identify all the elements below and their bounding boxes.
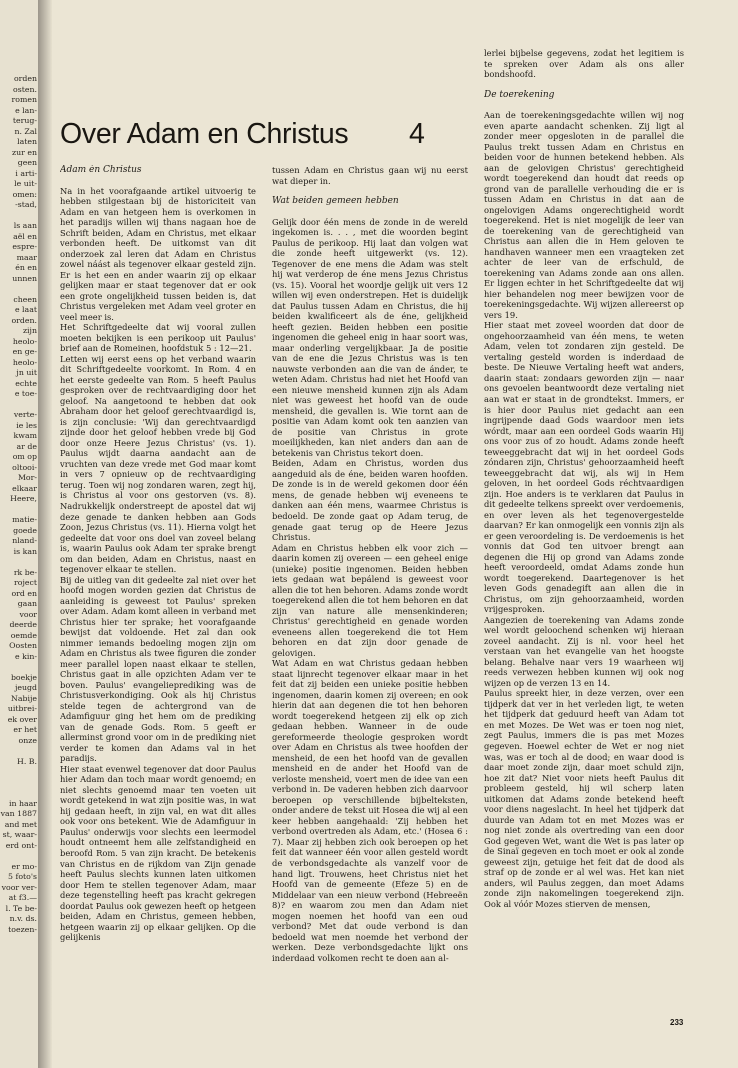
left-page-text-fragment: er het — [13, 725, 37, 734]
left-page-text-fragment: zijn — [22, 326, 37, 335]
left-page-text-fragment: e kin- — [15, 651, 37, 661]
left-page-text-fragment: e lan- — [15, 105, 37, 115]
article-title: Over Adam en Christus — [60, 118, 349, 150]
left-page-text-fragment: deerde — [9, 620, 37, 629]
paragraph: tussen Adam en Christus gaan wij nu eerst wat dieper in. — [272, 165, 468, 186]
left-page-text-fragment: Oosten — [9, 641, 37, 650]
paragraph: Na in het voorafgaande artikel uitvoerig te hebben stilgestaan bij de historiciteit van Adam en van hetgeen hem is overkomen in het paradijs willen wij thans nagaan hoe de Schrift beiden, Adam en Christus, met elkaar verbonden heeft. De uitkomst van dit onderzoek zal leren dat Adam en Christus zowel náást als tegenover elkaar gesteld zijn. Er is het een en ander waarin zij op elkaar gelijken maar er staat tegenover dat er ook een grote ongelijkheid tussen beiden is, dat Christus vergeleken met Adam veel groter en veel meer is. — [60, 185, 256, 322]
left-page-text-fragment: nland- — [12, 536, 37, 545]
left-page-text-fragment: -stad, — [15, 200, 37, 209]
article-part-number: 4 — [409, 118, 425, 150]
left-page-text-fragment: cheen — [13, 294, 37, 304]
left-page-text-fragment: maar — [16, 252, 37, 262]
text-column-1 — [60, 165, 256, 1025]
left-page-text-fragment: verte- — [13, 410, 37, 419]
left-page-text-fragment: Heere, — [10, 494, 37, 503]
paragraph: Adam en Christus hebben elk voor zich — daarin komen zij overeen — een geheel enige (unieke) positie ingenomen. Beiden hebben iets gedaan wat bepálend is geweest voor allen die tot hen behoren. Adams zonde wordt toegerekend allen die tot hem behoren en dat zijn van nature alle mensenkinderen; Christus' gerechtigheid en genade worden eveneens allen toegerekend die tot Hem behoren en dat zijn door genade de gelovigen. — [272, 542, 468, 658]
left-page-text-fragment: kwam — [13, 431, 37, 440]
left-page-text-fragment: ie les — [16, 420, 37, 430]
book-spine-shadow — [38, 0, 52, 1068]
left-page-text-fragment: er mo- — [11, 861, 37, 871]
section-heading: Wat beiden gemeen hebben — [272, 196, 399, 207]
page-number: 233 — [670, 1018, 684, 1027]
left-page-text-fragment: i arti- — [15, 168, 37, 178]
article-subtitle: Adam èn Christus — [60, 165, 142, 175]
left-page-text-fragment: elkaar — [12, 483, 37, 493]
section-heading: De toerekening — [484, 89, 555, 100]
left-page-text-fragment: roject — [14, 578, 37, 587]
left-page-text-fragment: voor ver- — [1, 882, 37, 892]
left-page-text-fragment: gaan — [17, 599, 37, 608]
paragraph: Bij de uitleg van dit gedeelte zal niet over het hoofd mogen worden gezien dat Christus de aanleiding is geweest tot Paulus' spreken over Adam. Adam komt alleen in verband met Christus hier ter sprake; het voorafgaande bewijst dat voldoende. Het zal dan ook nimmer iemands bedoeling mogen zijn om Adam en Christus als twee figuren die zonder meer parallel lopen naast elkaar te stellen, Christus gaat in alle opzichten Adam ver te boven. Paulus' evangelieprediking was de Christusverkondiging. Ook als hij Christus stelde tegen de achtergrond van de Adamfiguur ging het hem om de prediking van de genade Gods. Rom. 5 geeft er allerminst grond voor om in de prediking niet verder te komen dan Adams val in het paradijs. — [60, 574, 256, 764]
left-page-text-fragment: and met — [4, 819, 37, 829]
left-page-text-fragment: heolo- — [12, 357, 37, 367]
left-page-text-fragment: voor — [19, 609, 37, 619]
left-page-text-fragment: uitbrei- — [7, 704, 37, 713]
left-page-text-fragment: unnen — [12, 273, 37, 283]
left-page-text-fragment: matie- — [12, 515, 37, 524]
paragraph: lerlei bijbelse gegevens, zodat het legitiem is te spreken over Adam als ons aller bondshoofd. — [484, 48, 684, 80]
left-page-text-fragment: 5 foto's — [8, 872, 37, 881]
paragraph: Wat Adam en wat Christus gedaan hebben staat lijnrecht tegenover elkaar maar in het feit dat zij beiden een unieke positie hebben ingenomen, daarin komen zij overeen; en ook hierin dat aan degenen die tot hen behoren wordt toegerekend hetgeen zij elk op zich gedaan hebben. Wanneer in de oude gereformeerde theologie gesproken wordt over Adam en Christus als twee hoofden der mensheid, de een het hoofd van de gevallen mensheid en de ander het Hoofd van de verloste mensheid, voert men de idee van een verbond in. De vaderen hebben zich daarvoor beroepen op verschillende bijbelteksten, onder andere de tekst uit Hosea die wij al een keer hebben aangehaald: 'Zij hebben het verbond overtreden als Adam, etc.' (Hosea 6 : 7). Maar zij hebben zich ook beroepen op het feit dat wanneer één voor allen gesteld wordt de verbondsgedachte als vanzelf voor de hand ligt. Trouwens, heet Christus niet het Hoofd van de gemeente (Efeze 5) en de Middelaar van een nieuw verbond (Hebreeën 8)? en waarom zou men dan Adam niet mogen noemen het hoofd van een oud verbond? Met dat oude verbond is dan bedoeld wat men noemde het verbond der werken. Deze verbondsgedachte lijkt ons inderdaad volkomen recht te doen aan al- — [272, 658, 468, 963]
left-page-text-fragment: n. Zal — [14, 126, 37, 136]
left-page-text-fragment: om op — [12, 452, 37, 461]
left-page-text-fragment: oemde — [10, 630, 37, 640]
left-page-text-fragment: heolo- — [12, 336, 37, 346]
left-page-text-fragment: e toe- — [14, 389, 37, 398]
left-page-text-fragment: terug- — [12, 116, 37, 125]
adjacent-left-page-edge — [0, 0, 38, 1068]
left-page-text-fragment: onze — [18, 735, 37, 745]
left-page-text-fragment: Nabije — [11, 693, 37, 703]
left-page-text-fragment: n.v. ds. — [9, 914, 37, 923]
left-page-text-fragment: zur en — [12, 147, 37, 157]
left-page-text-fragment: l. Te be- — [5, 903, 37, 913]
paragraph: Het Schriftgedeelte dat wij vooral zullen moeten bekijken is een perikoop uit Paulus' brief aan de Romeinen, hoofdstuk 5 : 12—21. — [60, 322, 256, 354]
magazine-page — [52, 0, 738, 1068]
paragraph: Beiden, Adam en Christus, worden dus aangeduid als de éne, beiden waren hoofden. De zonde is in de wereld gekomen door één mens, de genade hebben wij eveneens te danken aan één mens, waarmee Christus is bedoeld. De zonde gaat op Adam terug, de genade gaat terug op de Heere Jezus Christus. — [272, 458, 468, 543]
left-page-text-fragment: omen: — [12, 189, 37, 199]
left-page-text-fragment: ls aan — [13, 221, 37, 230]
left-page-text-fragment: erd ont- — [5, 840, 37, 850]
left-page-text-fragment: is kan — [13, 546, 37, 556]
left-page-text-fragment: geen — [17, 158, 37, 167]
left-page-text-fragment: toezen- — [8, 924, 37, 934]
paragraph: Paulus spreekt hier, in deze verzen, over een tijdperk dat ver in het verleden ligt, te weten het tijdperk dat geduurd heeft van Adam tot en met Mozes. De Wet was er toen nog niet, zegt Paulus, immers die is pas met Mozes gegeven. Hoewel echter de Wet er nog niet was, was er toch al de dood; en waar dood is daar moet zonde zijn, daar moet schuld zijn, hoe zit dat? Niet voor niets heeft Paulus dit probleem gesteld, hij wil scherp laten uitkomen dat Adams zonde betekend heeft voor diens nageslacht. In heel het tijdperk dat duurde van Adam tot en met Mozes was er nog niet zonde als overtreding van een door God gegeven Wet, want die Wet is pas later op de Sinaï gegeven en toch moet er ook al zonde geweest zijn, getuige het feit dat de dood als straf op de zonde er al wel was. Het kan niet anders, wil Paulus zeggen, dan moet Adams zonde zijn nakomelingen toegerekend zijn. Ook al vóór Mozes stierven de mensen, — [484, 688, 684, 909]
left-page-text-fragment: osten. — [13, 84, 37, 94]
left-page-text-fragment: laten — [17, 137, 37, 146]
left-page-text-fragment: e laat — [14, 305, 37, 314]
left-page-text-fragment: van 1887 — [0, 809, 37, 818]
left-page-text-fragment: oltooi- — [12, 462, 37, 472]
left-page-text-fragment: en ge- — [12, 347, 37, 356]
left-page-text-fragment: orden — [13, 74, 37, 83]
left-page-text-fragment: le uit- — [14, 179, 37, 188]
left-page-text-fragment: ek over — [7, 714, 37, 724]
left-page-text-fragment: orden. — [11, 315, 37, 325]
left-page-text-fragment: Mor- — [17, 473, 37, 482]
left-page-text-fragment: romen — [11, 95, 37, 104]
left-page-text-fragment: st, waar- — [2, 830, 37, 839]
left-page-text-fragment: at f3.— — [8, 893, 37, 902]
left-page-text-fragment: jn uit — [16, 368, 37, 377]
left-page-text-fragment: aël en — [13, 231, 37, 241]
left-page-text-fragment: én en — [15, 263, 37, 272]
left-page-text-fragment: espre- — [12, 242, 37, 251]
left-page-text-fragment: boekje — [10, 672, 37, 682]
text-column-3 — [484, 48, 684, 1008]
left-page-text-fragment: ar de — [16, 441, 37, 451]
left-page-text-fragment: H. B. — [17, 756, 37, 766]
left-page-text-fragment: ord en — [11, 588, 37, 598]
paragraph: Hier staat evenwel tegenover dat door Paulus hier Adam dan toch maar wordt genoemd; en niet slechts genoemd maar ten voeten uit wordt getekend in wat zijn positie was, in wat hij gedaan heeft, in zijn val, en wat dit alles ook voor ons betekent. Wie de Adamfiguur in Paulus' onderwijs voor slechts een leermodel houdt ontneemt hem alle zelfstandigheid en beroofd Rom. 5 van zijn kracht. De betekenis van Christus en de rijkdom van Zijn genade heeft Paulus slechts kunnen laten uitkomen door Hem te stellen tegenover Adam, maar deze tegenstelling heeft pas kracht gekregen doordat Paulus ook gewezen heeft op hetgeen beiden, Adam en Christus, gemeen hebben, hetgeen waarin zij op elkaar gelijken. Op die gelijkenis — [60, 763, 256, 943]
left-page-text-fragment: goede — [13, 525, 37, 535]
paragraph: Aan de toerekeningsgedachte willen wij nog even aparte aandacht schenken. Zij ligt al zonder meer opgesloten in de parallel die Paulus trekt tussen Adam en Christus en beiden voor de hunnen betekend hebben. Als aan de gelovigen Christus' gerechtigheid wordt toegerekend dan houdt dat reeds op grond van de parallelle verhouding die er is tussen Adam en Christus in dat aan de ongelovigen Adams ongerechtigheid wordt toegerekend. Het is niet mogelijk de leer van de toerekening van de gerechtigheid van Christus aan allen die in Hem geloven te handhaven wanneer men een vraagteken zet achter de leer van de erfschuld, de toerekening van Adams zonde aan ons allen. Er liggen echter in het Schriftgedeelte dat wij hier behandelen nog meer bewijzen voor de toerekeningsgedachte. Wij wijzen allereerst op vers 19. — [484, 110, 684, 320]
left-page-text-fragment: echte — [15, 378, 37, 388]
left-page-text-fragment: jeugd — [14, 683, 37, 692]
paragraph: Hier staat met zoveel woorden dat door de ongehoorzaamheid van één mens, te weten Adam, velen tot zondaren zijn gesteld. De vertaling gesteld worden is inderdaad de beste. De Nieuwe Vertaling heeft wat anders, daarin staat: zondaars geworden zijn — naar ons gevoelen beantwoordt deze vertaling niet aan wat er staat in de grondtekst. Immers, er is hier door Paulus niet gedacht aan een ingrijpende daad Gods waardoor men iets wórdt, maar aan een oordeel Gods waarin Hij ons voor zus of zo houdt. Adams zonde heeft teweeggebracht dat wij in het oordeel Gods zóndaren zijn, Christus' gehoorzaamheid heeft teweeggebracht dat wij, als wij in Hem geloven, in het oordeel Gods réchtvaardigen zijn. Hoe anders is te verklaren dat Paulus in dit gedeelte telkens spreekt over verdoemenis, en over leven als het tegenovergestelde daarvan? Er kan onmogelijk een vonnis zijn als er geen veroordeling is. De verdoemenis is het vonnis dat God ten uitvoer brengt aan degenen die Hij op grond van Adams zonde heeft veroordeeld, omdat Adams zonde hun wordt toegerekend. Daartegenover is het leven Gods genadegift aan allen die in Christus, om zijn gehoorzaamheid, worden vrijgesproken. — [484, 320, 684, 615]
paragraph: Gelijk door één mens de zonde in de wereld ingekomen is. . . , met die woorden begint Paulus de perikoop. Hij laat dan volgen wat die zonde heeft uitgewerkt (vs. 12). Tegenover de ene mens die Adam was stelt hij wat verderop de éne mens Jezus Christus (vs. 15). Vooral het woordje gelijk uit vers 12 willen wij even onderstrepen. Het is duidelijk dat Paulus tussen Adam en Christus, die hij beiden kwalificeert als de éne, gelijkheid heeft gezien. Beiden hebben een positie ingenomen die geheel enig in haar soort was, maar onderling vergelijkbaar. Ja de positie van de ene die Jezus Christus was is ten nauwste verbonden aan die van de ánder, te weten Adam. Christus had niet het Hoofd van een nieuwe mensheid kunnen zijn als Adam niet was geweest het hoofd van de oude mensheid, die gevallen is. Wie tornt aan de positie van Adam komt ook ten aanzien van de positie van Christus in grote moeilijkheden, kan niet anders dan aan de betekenis van Christus tekort doen. — [272, 216, 468, 458]
text-column-2 — [272, 165, 468, 1025]
left-page-text-fragment: rk be- — [13, 567, 37, 577]
paragraph: Aangezien de toerekening van Adams zonde wel wordt geloochend schenken wij hieraan zoveel aandacht. Zij is nl. voor heel het verstaan van het evangelie van het hoogste belang. Behalve naar vers 19 waarheen wij reeds verwezen hebben kunnen wij ook nog wijzen op de verzen 13 en 14. — [484, 614, 684, 688]
paragraph: Letten wij eerst eens op het verband waarin dit Schriftgedeelte voorkomt. In Rom. 4 en het eerste gedeelte van Rom. 5 heeft Paulus gesproken over de rechtvaardiging door het geloof. Na aangetoond te hebben dat ook Abraham door het geloof gerechtvaardigd is, is zijn conclusie: 'Wij dan gerechtvaardigd zijnde door het geloof hebben vrede bij God door onze Heere Jezus Christus' (vs. 1). Paulus wijdt daarna aandacht aan de vruchten van deze vrede met God maar komt in vers 7 opnieuw op de rechtvaardiging terug. Toen wij nog zondaren waren, zegt hij, is Christus al voor ons gestorven (vs. 8). Nadrukkelijk onderstreept de apostel dat wij deze genade te danken hebben aan Gods Zoon, Jezus Christus (vs. 11). Hierna volgt het gedeelte dat voor ons doel van zoveel belang is, waarin Paulus ook Adam ter sprake brengt om dan beiden, Adam en Christus, naast en tegenover elkaar te stellen. — [60, 353, 256, 575]
left-page-text-fragment: in haar — [8, 798, 37, 808]
